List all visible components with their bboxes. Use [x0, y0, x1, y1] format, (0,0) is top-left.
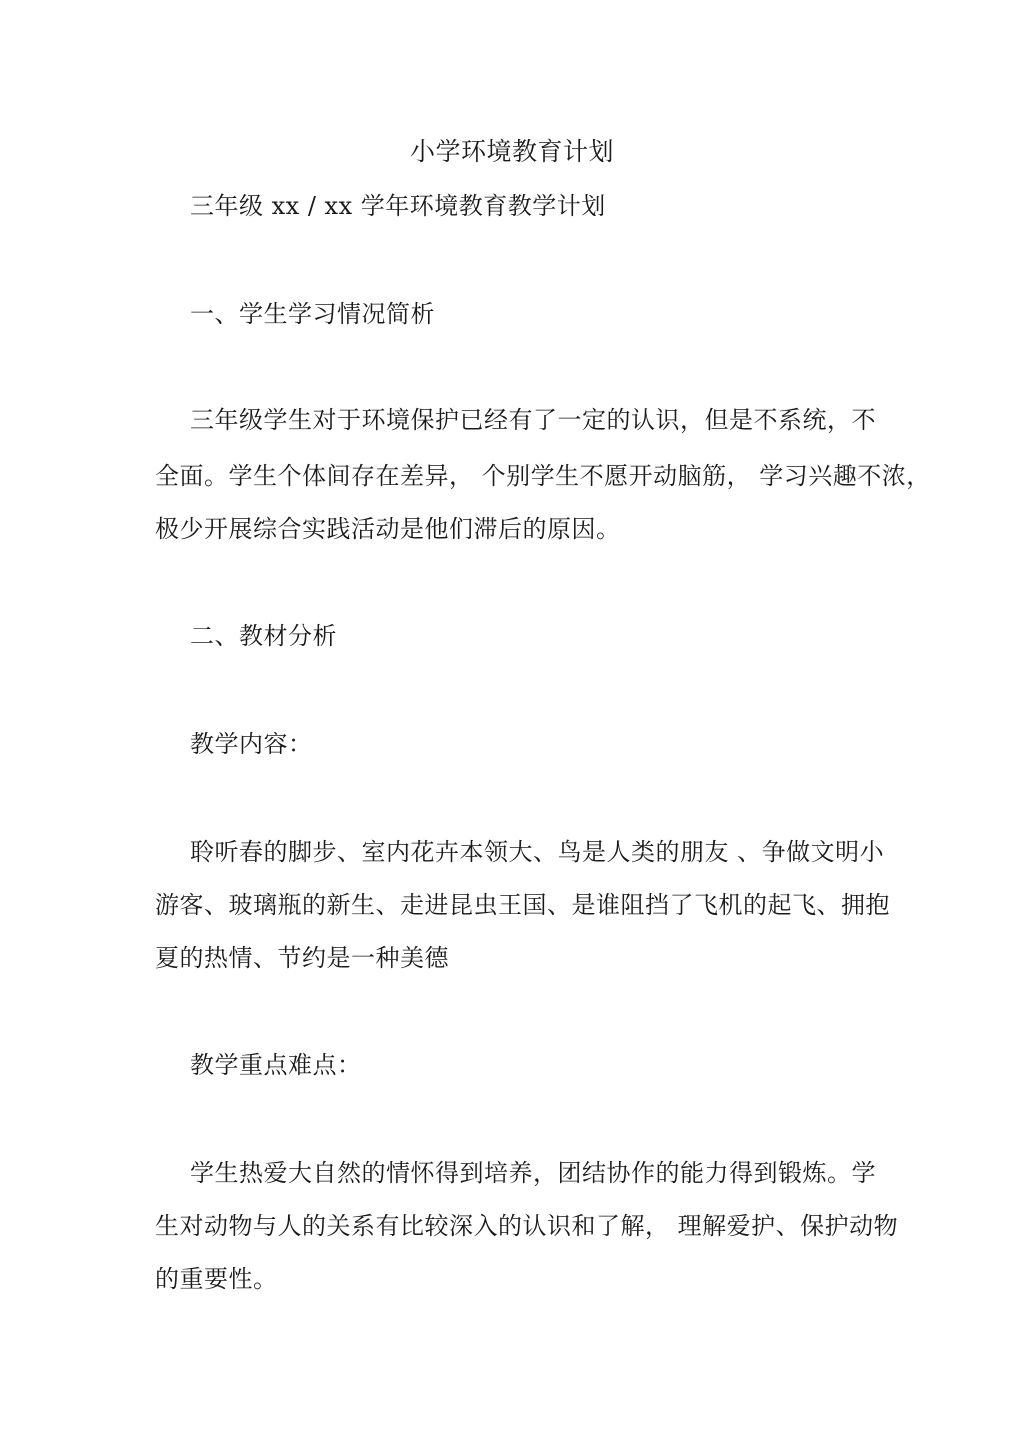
teaching-content-line: 聆听春的脚步、室内花卉本领大、鸟是人类的朋友 、争做文明小 — [190, 838, 885, 866]
section1-paragraph-line: 三年级学生对于环境保护已经有了一定的认识，但是不系统，不 — [190, 406, 876, 434]
key-points-line: 学生热爱大自然的情怀得到培养，团结协作的能力得到锻炼。学 — [190, 1159, 876, 1187]
key-points-line: 的重要性。 — [155, 1265, 278, 1293]
document-title: 小学环境教育计划 — [409, 137, 614, 166]
section1-heading: 一、学生学习情况简析 — [190, 300, 435, 328]
teaching-content-line: 游客、玻璃瓶的新生、走进昆虫王国、是谁阻挡了飞机的起飞、拥抱 — [155, 891, 890, 919]
key-points-line: 生对动物与人的关系有比较深入的认识和了解， 理解爱护、保护动物 — [155, 1212, 899, 1240]
section1-paragraph-line: 极少开展综合实践活动是他们滞后的原因。 — [155, 515, 621, 543]
section2-heading: 二、教材分析 — [190, 622, 337, 650]
section1-paragraph-line: 全面。学生个体间存在差异， 个别学生不愿开动脑筋， 学习兴趣不浓， — [155, 462, 931, 490]
teaching-content-line: 夏的热情、节约是一种美德 — [155, 944, 449, 972]
key-points-label: 教学重点难点： — [190, 1051, 362, 1079]
document-subtitle: 三年级 xx / xx 学年环境教育教学计划 — [190, 192, 606, 220]
teaching-content-label: 教学内容： — [190, 730, 313, 758]
